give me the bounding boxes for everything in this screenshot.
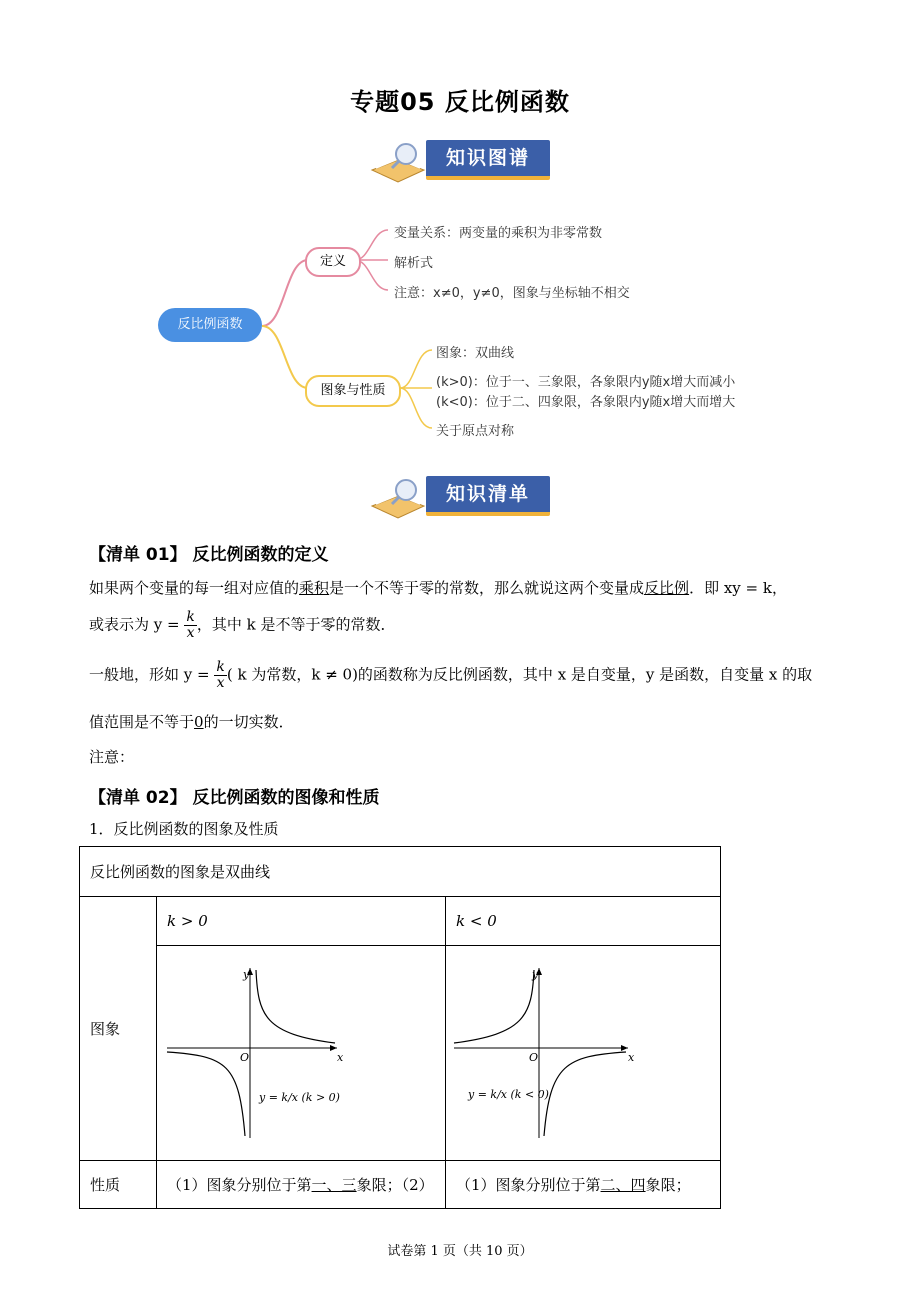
mindmap-graph-item: 关于原点对称 [436, 424, 515, 439]
row-label-properties: 性质 [80, 1161, 157, 1209]
mindmap-def-item: 变量关系：两变量的乘积为非零常数 [394, 226, 603, 241]
mindmap-graph-item: 图象：双曲线 [436, 346, 515, 361]
definition-paragraph-1 [89, 578, 787, 598]
page-title: 专题05 反比例函数 [350, 88, 570, 116]
definition-paragraph-2 [89, 610, 396, 641]
origin-label: O [529, 1051, 539, 1064]
knowledge-list-banner [368, 470, 558, 524]
section2-subheading: 1．反比例函数的图象及性质 [89, 820, 279, 838]
mindmap-definition-node: 定义 [305, 247, 361, 277]
definition-paragraph-3 [89, 660, 812, 691]
text: 象限； [645, 1176, 691, 1194]
y-axis-label: y [243, 968, 250, 981]
underlined-term: 乘积 [299, 579, 330, 597]
graph-formula: y = k/x (k < 0) [468, 1088, 549, 1101]
graph-formula: y = k/x (k > 0) [259, 1091, 340, 1104]
graph-cell-k-negative [446, 946, 721, 1161]
text: 如果两个变量的每一组对应值的 [89, 579, 300, 597]
column-k-negative: k < 0 [446, 897, 721, 946]
fraction-numerator: k [216, 659, 225, 675]
banner-label: 知识图谱 [426, 140, 550, 180]
definition-paragraph-4 [89, 712, 294, 732]
mindmap-def-item: 解析式 [394, 256, 434, 271]
hyperbola-graph-k-negative [446, 946, 716, 1156]
x-axis-label: x [337, 1051, 344, 1064]
mindmap-def-item: 注意：x≠0，y≠0，图象与坐标轴不相交 [394, 286, 630, 301]
page-footer: 试卷第 1 页（共 10 页） [387, 1244, 533, 1259]
text: ．即 xy = k， [689, 579, 787, 597]
text: 值范围是不等于 [89, 713, 195, 731]
fraction [184, 610, 196, 641]
mindmap-graph-node: 图象与性质 [305, 375, 401, 407]
properties-table [79, 846, 721, 1209]
column-k-positive: k > 0 [157, 897, 446, 946]
text: 象限；（2） [356, 1176, 434, 1194]
section1-heading: 【清单 01】 反比例函数的定义 [89, 545, 329, 565]
text: ，其中 k 是不等于零的常数． [196, 615, 396, 634]
row-label-graph: 图象 [80, 897, 157, 1161]
text: （1）图象分别位于第 [167, 1176, 312, 1194]
text: 是一个不等于零的常数，那么就说这两个变量成 [329, 579, 645, 597]
mindmap-graph-item: (k<0)：位于二、四象限，各象限内y随x增大而增大 [436, 395, 736, 410]
underlined-term: 二、四 [600, 1176, 646, 1194]
underlined-term: 一、三 [311, 1176, 357, 1194]
underlined-term: 反比例 [644, 579, 690, 597]
underlined-term: 0 [194, 713, 204, 731]
y-axis-label: y [532, 968, 539, 981]
text: 的一切实数． [203, 713, 294, 731]
fraction-denominator: x [216, 675, 225, 691]
banner-label: 知识清单 [426, 476, 550, 516]
graph-cell-k-positive [157, 946, 446, 1161]
x-axis-label: x [628, 1051, 635, 1064]
text: （1）图象分别位于第 [456, 1176, 601, 1194]
property-cell-k-positive [157, 1161, 446, 1209]
mindmap-root: 反比例函数 [158, 308, 262, 342]
mindmap-graph-item: (k>0)：位于一、三象限，各象限内y随x增大而减小 [436, 375, 736, 390]
table-header-cell: 反比例函数的图象是双曲线 [80, 847, 721, 897]
text: 或表示为 y = [89, 615, 180, 634]
origin-label: O [240, 1051, 250, 1064]
text: ( k 为常数，k ≠ 0)的函数称为反比例函数，其中 x 是自变量，y 是函数，自变量 x 的取 [226, 665, 813, 684]
fraction [214, 660, 226, 691]
hyperbola-graph-k-positive [157, 946, 445, 1156]
property-cell-k-negative [446, 1161, 721, 1209]
note-label: 注意： [89, 748, 135, 766]
text: 一般地，形如 y = [89, 665, 210, 684]
section2-heading: 【清单 02】 反比例函数的图像和性质 [89, 788, 380, 808]
fraction-denominator: x [186, 625, 195, 641]
knowledge-map-banner [368, 134, 558, 188]
fraction-numerator: k [186, 609, 195, 625]
